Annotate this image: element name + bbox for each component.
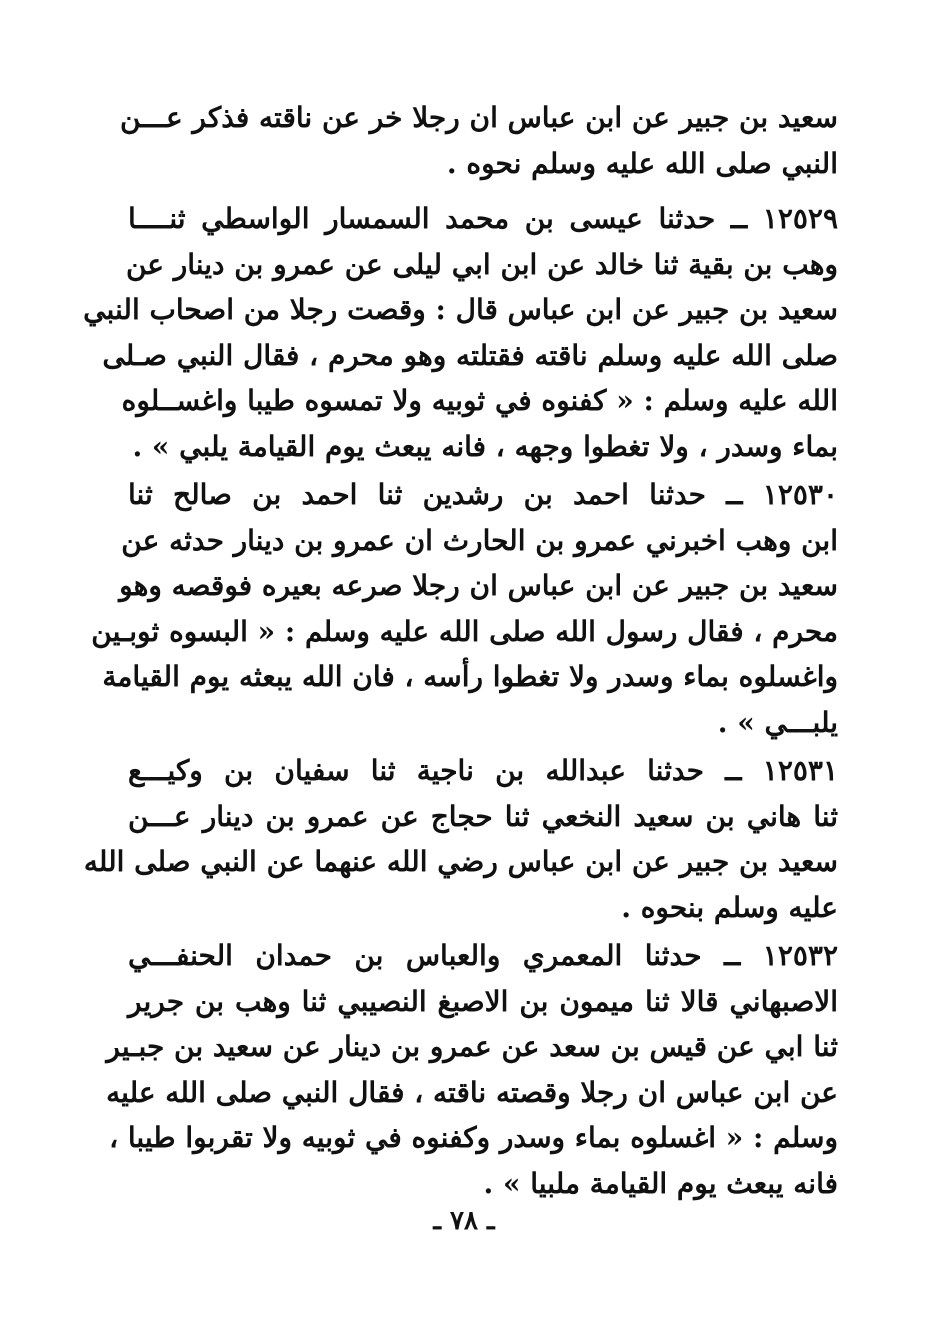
paragraph-1 (120, 95, 838, 186)
text-line: الاصبهاني قالا ثنا ميمون بن الاصبغ النصيبي ثنا وهب بن جرير (128, 984, 838, 1018)
paragraph-hadith-12529 (83, 196, 838, 469)
text-line: ثنا ابي عن قيس بن سعد عن عمرو بن دينار عن سعيد بن جبـير (106, 1030, 838, 1063)
text-line: صلى الله عليه وسلم ناقته فقتلته وهو محرم ، فقال النبي صـلى (102, 338, 838, 372)
text-line: بماء وسدر ، ولا تغطوا وجهه ، فانه يبعث يوم القيامة يلبي » . (132, 429, 838, 463)
text-line: وهب بن بقية ثنا خالد عن ابن ابي ليلى عن عمرو بن دينار عن (125, 247, 838, 281)
text-line: ١٢٥٣٢ ــ حدثنا المعمري والعباس بن حمدان الحنفـــي (128, 939, 838, 972)
text-line: النبي صلى الله عليه وسلم نحوه . (446, 146, 838, 180)
page-body (83, 95, 838, 1206)
text-line: سعيد بن جبير عن ابن عباس ان رجلا خر عن ناقته فذكر عـــن (120, 101, 838, 134)
text-line: وسلم : « اغسلوه بماء وسدر وكفنوه في ثوبيه ولا تقربوا طيبا ، (109, 1121, 838, 1154)
text-line: سعيد بن جبير عن ابن عباس ان رجلا صرعه بعيره فوقصه وهو (119, 569, 838, 602)
text-line: سعيد بن جبير عن ابن عباس قال : وقصت رجلا من اصحاب النبي (83, 293, 838, 326)
page-number: ـ ٧٨ ـ (433, 1206, 495, 1236)
text-line: يلبـــي » . (717, 705, 838, 739)
text-line: الله عليه وسلم : « كفنوه في ثوبيه ولا تمسوه طيبا واغســلوه (121, 384, 838, 417)
text-line: محرم ، فقال رسول الله صلى الله عليه وسلم : « البسوه ثوبـين (91, 614, 838, 648)
text-line: ١٢٥٢٩ ــ حدثنا عيسى بن محمد السمسار الواسطي ثنــــا (128, 202, 838, 235)
text-line: عليه وسلم بنحوه . (621, 890, 838, 924)
text-line: فانه يبعث يوم القيامة ملبيا » . (483, 1166, 838, 1200)
text-line: ١٢٥٣٠ ــ حدثنا احمد بن رشدين ثنا احمد بن صالح ثنا (128, 478, 838, 511)
paragraph-hadith-12530 (91, 472, 838, 745)
paragraph-hadith-12531 (83, 748, 838, 930)
paragraph-hadith-12532 (106, 933, 838, 1206)
text-line: ١٢٥٣١ ــ حدثنا عبدالله بن ناجية ثنا سفيان بن وكيـــع (128, 754, 838, 787)
text-line: واغسلوه بماء وسدر ولا تغطوا رأسه ، فان الله يبعثه يوم القيامة (102, 660, 838, 693)
text-line: سعيد بن جبير عن ابن عباس رضي الله عنهما عن النبي صلى الله (83, 845, 838, 878)
text-line: ابن وهب اخبرني عمرو بن الحارث ان عمرو بن دينار حدثه عن (121, 523, 838, 557)
text-line: عن ابن عباس ان رجلا وقصته ناقته ، فقال النبي صلى الله عليه (106, 1075, 838, 1109)
text-line: ثنا هاني بن سعيد النخعي ثنا حجاج عن عمرو بن دينار عـــن (128, 799, 838, 833)
